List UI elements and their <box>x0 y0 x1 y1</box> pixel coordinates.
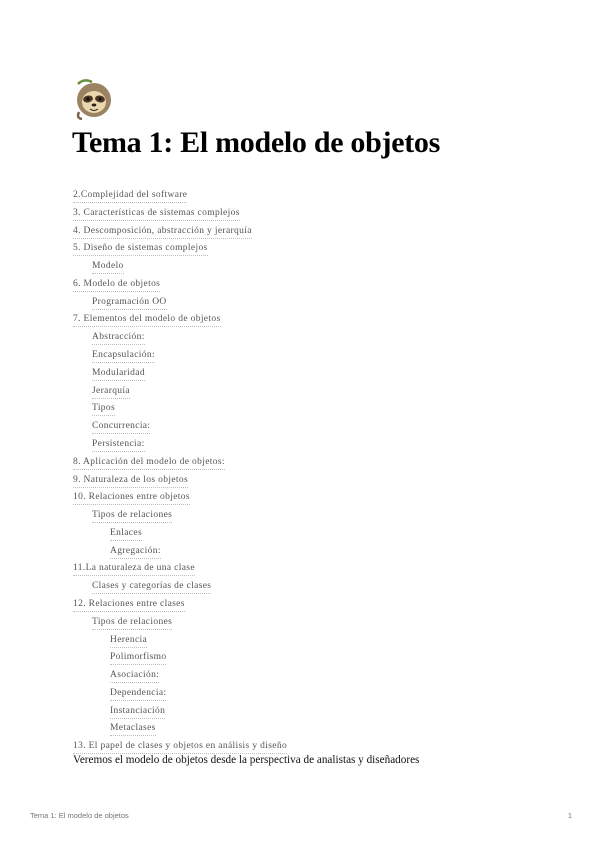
toc-link[interactable]: 9. Naturaleza de los objetos <box>73 473 188 488</box>
toc-link[interactable]: Programación OO <box>92 295 167 310</box>
toc-link[interactable]: 3. Características de sistemas complejos <box>73 206 240 221</box>
toc-link[interactable]: Concurrencia: <box>92 419 150 434</box>
toc-link[interactable]: 13. El papel de clases y objetos en análisis y diseño <box>73 739 287 754</box>
sloth-logo-icon <box>72 76 116 120</box>
toc-link[interactable]: Modelo <box>92 259 124 274</box>
toc-link[interactable]: Encapsulación: <box>92 348 155 363</box>
table-of-contents <box>73 188 553 757</box>
toc-link[interactable]: Clases y categorías de clases <box>92 579 211 594</box>
toc-link[interactable]: 2.Complejidad del software <box>73 188 187 203</box>
toc-link[interactable]: Tipos de relaciones <box>92 508 172 523</box>
page-title: Tema 1: El modelo de objetos <box>72 126 440 159</box>
toc-link[interactable]: 8. Aplicación del modelo de objetos: <box>73 455 225 470</box>
toc-link[interactable]: Polimorfismo <box>110 650 166 665</box>
toc-link[interactable]: Asociación: <box>110 668 159 683</box>
toc-link[interactable]: 6. Modelo de objetos <box>73 277 160 292</box>
toc-link[interactable]: 11.La naturaleza de una clase <box>73 561 195 576</box>
toc-link[interactable]: 10. Relaciones entre objetos <box>73 490 190 505</box>
footer-page-number: 1 <box>567 811 572 820</box>
toc-link[interactable]: Tipos <box>92 401 115 416</box>
toc-link[interactable]: Instanciación <box>110 704 165 719</box>
toc-link[interactable]: Agregación: <box>110 544 161 559</box>
toc-link[interactable]: Enlaces <box>110 526 142 541</box>
toc-link[interactable]: Modularidad <box>92 366 145 381</box>
intro-paragraph: Veremos el modelo de objetos desde la perspectiva de analistas y diseñadores <box>73 754 420 766</box>
toc-link[interactable]: Metaclases <box>110 721 156 736</box>
toc-link[interactable]: Persistencia: <box>92 437 145 452</box>
page-footer <box>30 811 572 820</box>
toc-link[interactable]: Abstracción: <box>92 330 145 345</box>
toc-link[interactable]: Herencia <box>110 633 147 648</box>
toc-link[interactable]: 5. Diseño de sistemas complejos <box>73 241 208 256</box>
toc-link[interactable]: Tipos de relaciones <box>92 615 172 630</box>
toc-link[interactable]: 7. Elementos del modelo de objetos <box>73 312 221 327</box>
toc-link[interactable]: Jerarquía <box>92 384 130 399</box>
footer-title: Tema 1: El modelo de objetos <box>30 811 129 820</box>
toc-link[interactable]: Dependencia: <box>110 686 166 701</box>
toc-link[interactable]: 12. Relaciones entre clases <box>73 597 185 612</box>
toc-link[interactable]: 4. Descomposición, abstracción y jerarquía <box>73 224 252 239</box>
